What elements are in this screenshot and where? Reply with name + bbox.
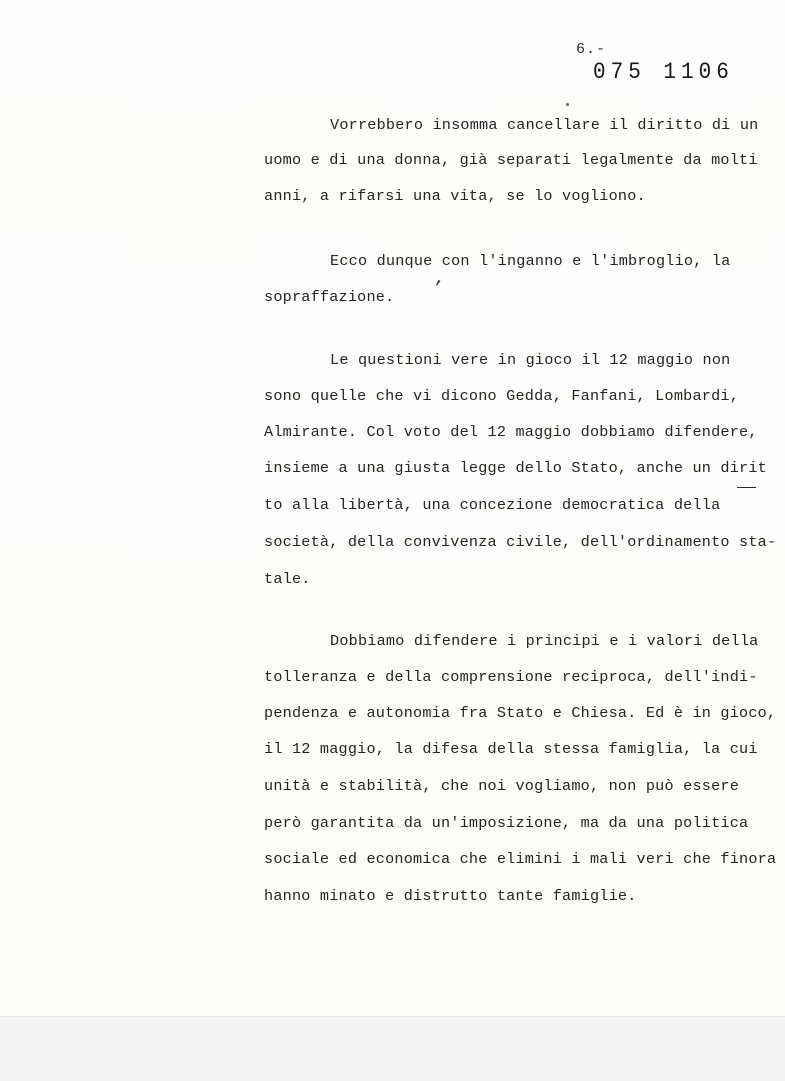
paragraph-2-line-2: sopraffazione. xyxy=(264,288,395,306)
paragraph-3-line-5: to alla libertà, una concezione democratica della xyxy=(264,496,721,514)
paragraph-4-line-7: sociale ed economica che elimini i mali veri che finora xyxy=(264,850,777,868)
paragraph-3-line-1: Le questioni vere in gioco il 12 maggio non xyxy=(330,351,731,369)
document-id: 075 1106 xyxy=(593,60,734,86)
paragraph-4-line-4: il 12 maggio, la difesa della stessa famiglia, la cui xyxy=(264,740,758,758)
paragraph-1-line-3: anni, a rifarsi una vita, se lo vogliono. xyxy=(264,187,646,205)
paragraph-4-line-8: hanno minato e distrutto tante famiglie. xyxy=(264,887,637,905)
paragraph-3-line-7: tale. xyxy=(264,570,311,588)
handwritten-underline-mark xyxy=(737,487,756,488)
paragraph-1-line-1: Vorrebbero insomma cancellare il diritto di un xyxy=(330,116,759,134)
stray-dot-mark xyxy=(566,103,569,106)
paragraph-4-line-2: tolleranza e della comprensione reciproca, dell'indi- xyxy=(264,668,758,686)
paragraph-2-line-1: Ecco dunque con l'inganno e l'imbroglio, la xyxy=(330,252,731,270)
paragraph-3-line-6: società, della convivenza civile, dell'ordinamento sta- xyxy=(264,533,777,551)
paragraph-4-line-1: Dobbiamo difendere i principi e i valori della xyxy=(330,632,759,650)
paragraph-3-line-4: insieme a una giusta legge dello Stato, anche un dirit xyxy=(264,459,767,477)
paragraph-1-line-2: uomo e di una donna, già separati legalmente da molti xyxy=(264,151,758,169)
paragraph-4-line-3: pendenza e autonomia fra Stato e Chiesa. Ed è in gioco, xyxy=(264,704,777,722)
paragraph-3-line-2: sono quelle che vi dicono Gedda, Fanfani, Lombardi, xyxy=(264,387,740,405)
paragraph-4-line-6: però garantita da un'imposizione, ma da una politica xyxy=(264,814,749,832)
handwritten-comma-mark: , xyxy=(433,269,448,290)
paragraph-3-line-3: Almirante. Col voto del 12 maggio dobbiamo difendere, xyxy=(264,423,758,441)
scan-bottom-margin xyxy=(0,1016,785,1081)
page-number: 6.- xyxy=(576,41,607,58)
paragraph-4-line-5: unità e stabilità, che noi vogliamo, non può essere xyxy=(264,777,740,795)
